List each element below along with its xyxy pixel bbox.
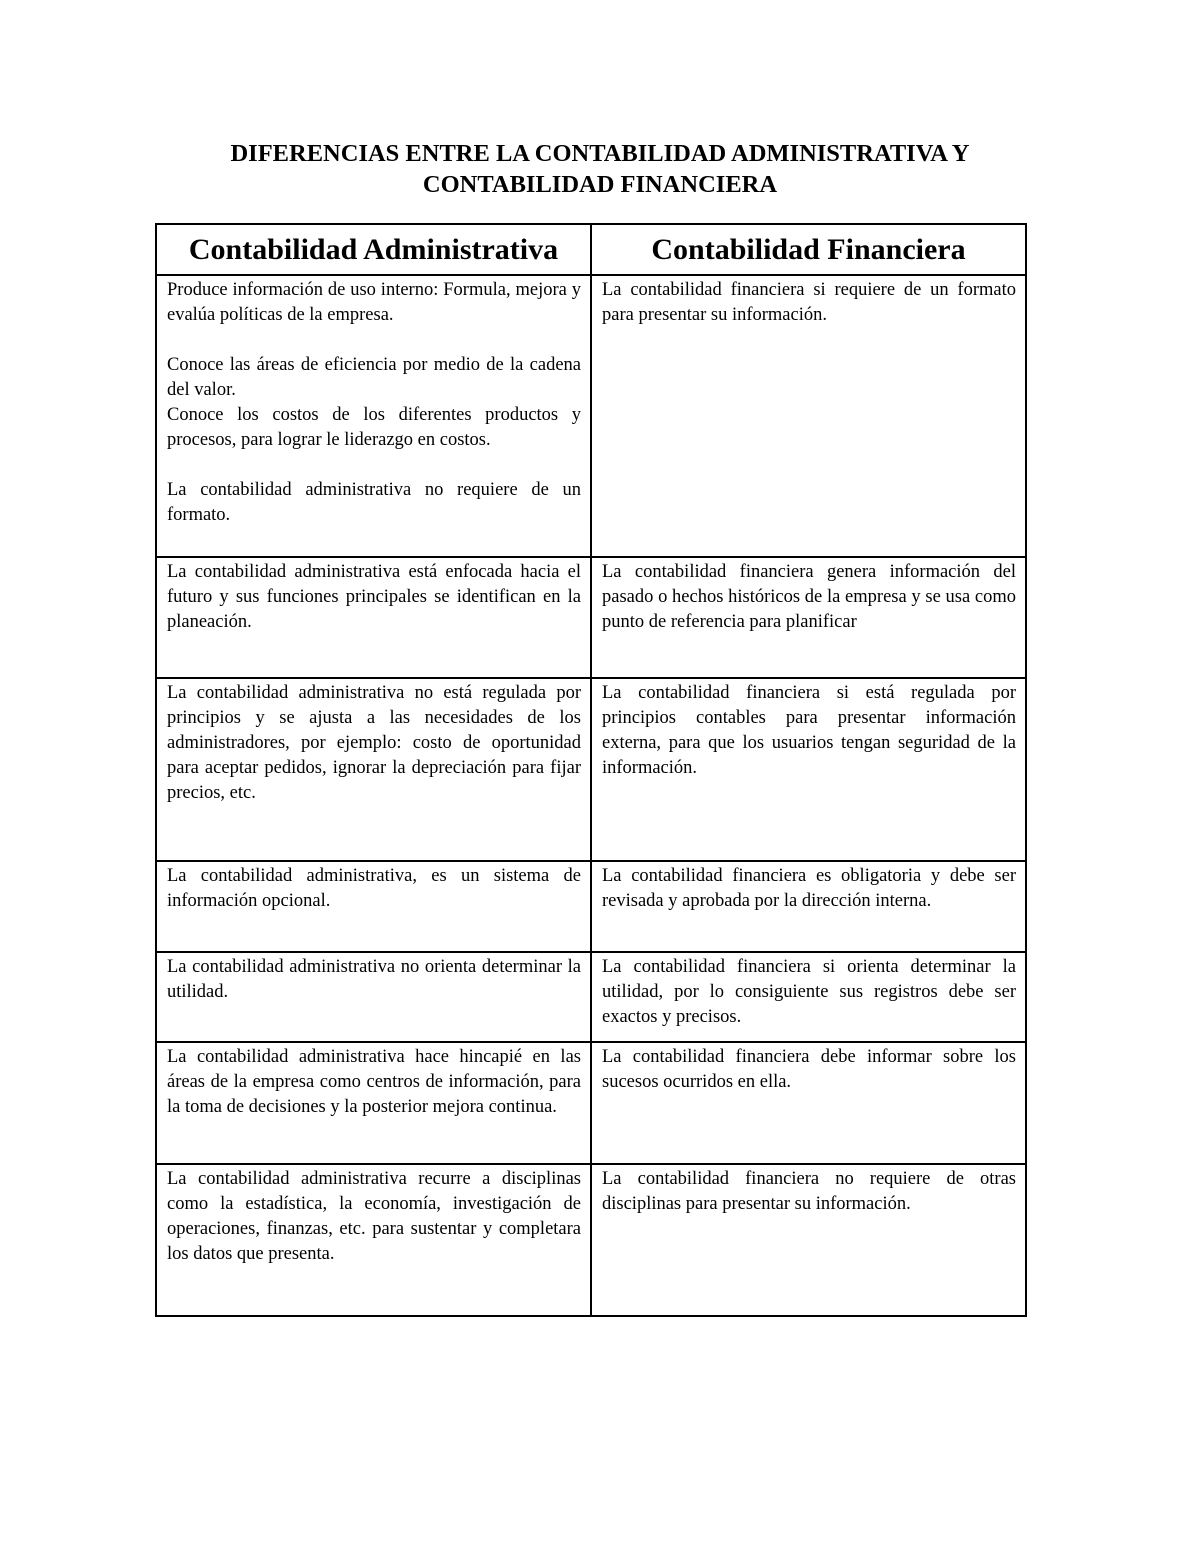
table-row	[156, 952, 1026, 1042]
table-header-row	[156, 224, 1026, 275]
cell-financiera: La contabilidad financiera si requiere de un formato para presentar su información.	[591, 275, 1026, 557]
comparison-table	[155, 223, 1027, 1317]
cell-financiera: La contabilidad financiera es obligatoria y debe ser revisada y aprobada por la dirección interna.	[591, 861, 1026, 952]
paragraph-formato: La contabilidad administrativa no requiere de un formato.	[167, 480, 581, 525]
title-line-2: CONTABILIDAD FINANCIERA	[422, 171, 778, 198]
header-financiera: Contabilidad Financiera	[591, 224, 1026, 275]
cell-administrativa: La contabilidad administrativa está enfocada hacia el futuro y sus funciones principales se identifican en la planeación.	[156, 557, 591, 678]
paragraph-eficiencia	[167, 353, 581, 453]
cell-administrativa: La contabilidad administrativa, es un sistema de información opcional.	[156, 861, 591, 952]
title-line-1: DIFERENCIAS ENTRE LA CONTABILIDAD ADMINISTRATIVA Y	[230, 140, 970, 167]
table-row	[156, 861, 1026, 952]
line-costos: Conoce los costos de los diferentes productos y procesos, para lograr le liderazgo en costos.	[167, 405, 581, 450]
line-cadena-valor: Conoce las áreas de eficiencia por medio de la cadena del valor.	[167, 355, 581, 400]
cell-financiera: La contabilidad financiera genera información del pasado o hechos históricos de la empresa y se usa como punto de referencia para planificar	[591, 557, 1026, 678]
cell-financiera: La contabilidad financiera si está regulada por principios contables para presentar información externa, para que los usuarios tengan seguridad de la información.	[591, 678, 1026, 861]
table-row	[156, 1164, 1026, 1316]
table-row	[156, 1042, 1026, 1164]
cell-financiera: La contabilidad financiera debe informar sobre los sucesos ocurridos en ella.	[591, 1042, 1026, 1164]
cell-administrativa: La contabilidad administrativa recurre a disciplinas como la estadística, la economía, investigación de operaciones, finanzas, etc. para sustentar y completara los datos que presenta.	[156, 1164, 591, 1316]
cell-administrativa: La contabilidad administrativa no está regulada por principios y se ajusta a las necesidades de los administradores, por ejemplo: costo de oportunidad para aceptar pedidos, ignorar la depreciación para fijar precios, etc.	[156, 678, 591, 861]
table-row	[156, 557, 1026, 678]
cell-administrativa: La contabilidad administrativa hace hincapié en las áreas de la empresa como centros de información, para la toma de decisiones y la posterior mejora continua.	[156, 1042, 591, 1164]
document-title	[100, 138, 1100, 200]
paragraph-uso-interno: Produce información de uso interno: Formula, mejora y evalúa políticas de la empresa.	[167, 280, 581, 325]
header-administrativa: Contabilidad Administrativa	[156, 224, 591, 275]
cell-administrativa	[156, 275, 591, 557]
cell-financiera: La contabilidad financiera no requiere de otras disciplinas para presentar su información.	[591, 1164, 1026, 1316]
cell-administrativa: La contabilidad administrativa no orienta determinar la utilidad.	[156, 952, 591, 1042]
table-row	[156, 678, 1026, 861]
cell-financiera: La contabilidad financiera si orienta determinar la utilidad, por lo consiguiente sus registros debe ser exactos y precisos.	[591, 952, 1026, 1042]
table-row	[156, 275, 1026, 557]
